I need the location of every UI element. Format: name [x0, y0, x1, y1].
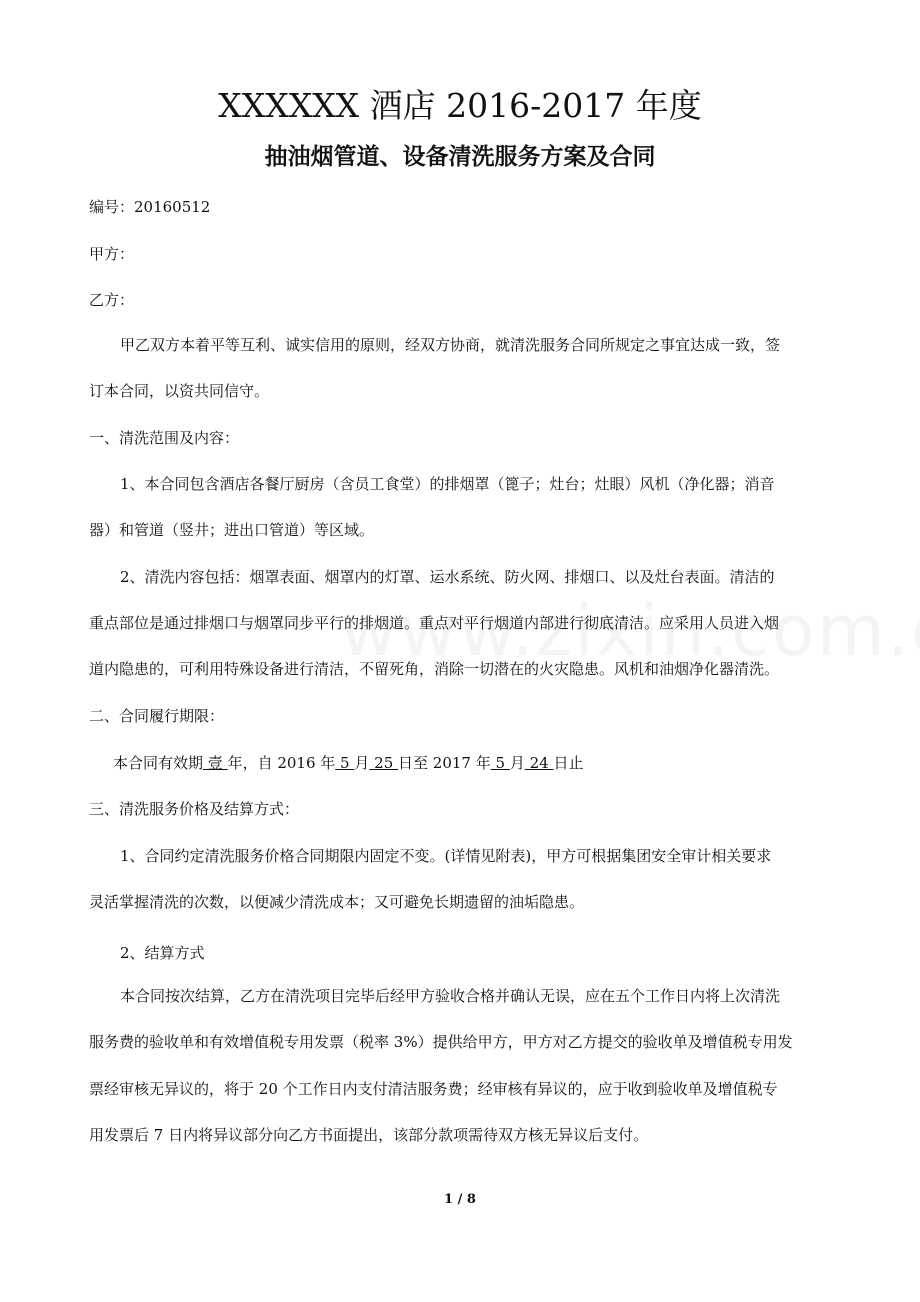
term-start-day: 25	[369, 754, 399, 772]
section1-item2-line2: 重点部位是通过排烟口与烟罩同步平行的排烟道。重点对平行烟道内部进行彻底清洁。应采用人员进入烟	[89, 614, 780, 632]
contract-number: 编号：20160512	[89, 198, 211, 216]
document-title: XXXXXX 酒店 2016-2017 年度	[218, 86, 702, 125]
term-text-1: 本合同有效期	[113, 754, 204, 772]
term-end-day: 24	[524, 754, 554, 772]
section1-heading: 一、清洗范围及内容：	[89, 429, 240, 447]
section1-item2-line3: 道内隐患的，可利用特殊设备进行清洁，不留死角，消除一切潜在的火灾隐患。风机和油烟净化器清洗。	[89, 660, 780, 678]
section3-item2-line3: 票经审核无异议的，将于 20 个工作日内支付清洁服务费；经审核有异议的，应于收到验收单及增值税专	[89, 1080, 778, 1098]
term-text-3: 月	[354, 754, 370, 772]
section1-item1-line2: 器）和管道（竖井；进出口管道）等区域。	[89, 521, 375, 539]
term-text-6: 日止	[553, 754, 584, 772]
intro-line-2: 订本合同，以资共同信守。	[89, 382, 270, 400]
section3-item2-line4: 用发票后 7 日内将异议部分向乙方书面提出，该部分款项需待双方核无异议后支付。	[89, 1126, 649, 1144]
page-number: 1 / 8	[444, 1192, 476, 1207]
section1-item2-line1: 2、清洗内容包括：烟罩表面、烟罩内的灯罩、运水系统、防火网、排烟口、以及灶台表面。清洁的	[120, 568, 775, 586]
section1-item1-line1: 1、本合同包含酒店各餐厅厨房（含员工食堂）的排烟罩（篦子；灶台；灶眼）风机（净化器；消音	[120, 475, 775, 493]
contract-term	[113, 752, 583, 774]
term-end-month: 5	[490, 754, 510, 772]
party-a: 甲方：	[89, 245, 135, 263]
term-text-5: 月	[509, 754, 525, 772]
section3-item1-line1: 1、合同约定清洗服务价格合同期限内固定不变。(详情见附表)，甲方可根据集团安全审计相关要求	[120, 847, 772, 865]
section3-item2-line1: 本合同按次结算，乙方在清洗项目完毕后经甲方验收合格并确认无误，应在五个工作日内将上次清洗	[120, 987, 781, 1005]
document-subtitle: 抽油烟管道、设备清洗服务方案及合同	[264, 143, 656, 170]
party-b: 乙方：	[89, 291, 135, 309]
section3-item2-line2: 服务费的验收单和有效增值税专用发票（税率 3%）提供给甲方，甲方对乙方提交的验收单及增值税专用发	[89, 1033, 793, 1051]
intro-line-1: 甲乙双方本着平等互利、诚实信用的原则，经双方协商，就清洗服务合同所规定之事宜达成一致，签	[120, 336, 781, 354]
section3-item1-line2: 灵活掌握清洗的次数，以便减少清洗成本；又可避免长期遗留的油垢隐患。	[89, 893, 585, 911]
section3-heading: 三、清洗服务价格及结算方式：	[89, 800, 300, 818]
section3-item2-heading: 2、结算方式	[120, 944, 205, 962]
term-text-2: 年，自 2016 年	[227, 754, 336, 772]
term-start-month: 5	[335, 754, 355, 772]
term-years: 壹	[203, 754, 228, 772]
term-text-4: 日至 2017 年	[398, 754, 491, 772]
section2-heading: 二、合同履行期限：	[89, 707, 225, 725]
